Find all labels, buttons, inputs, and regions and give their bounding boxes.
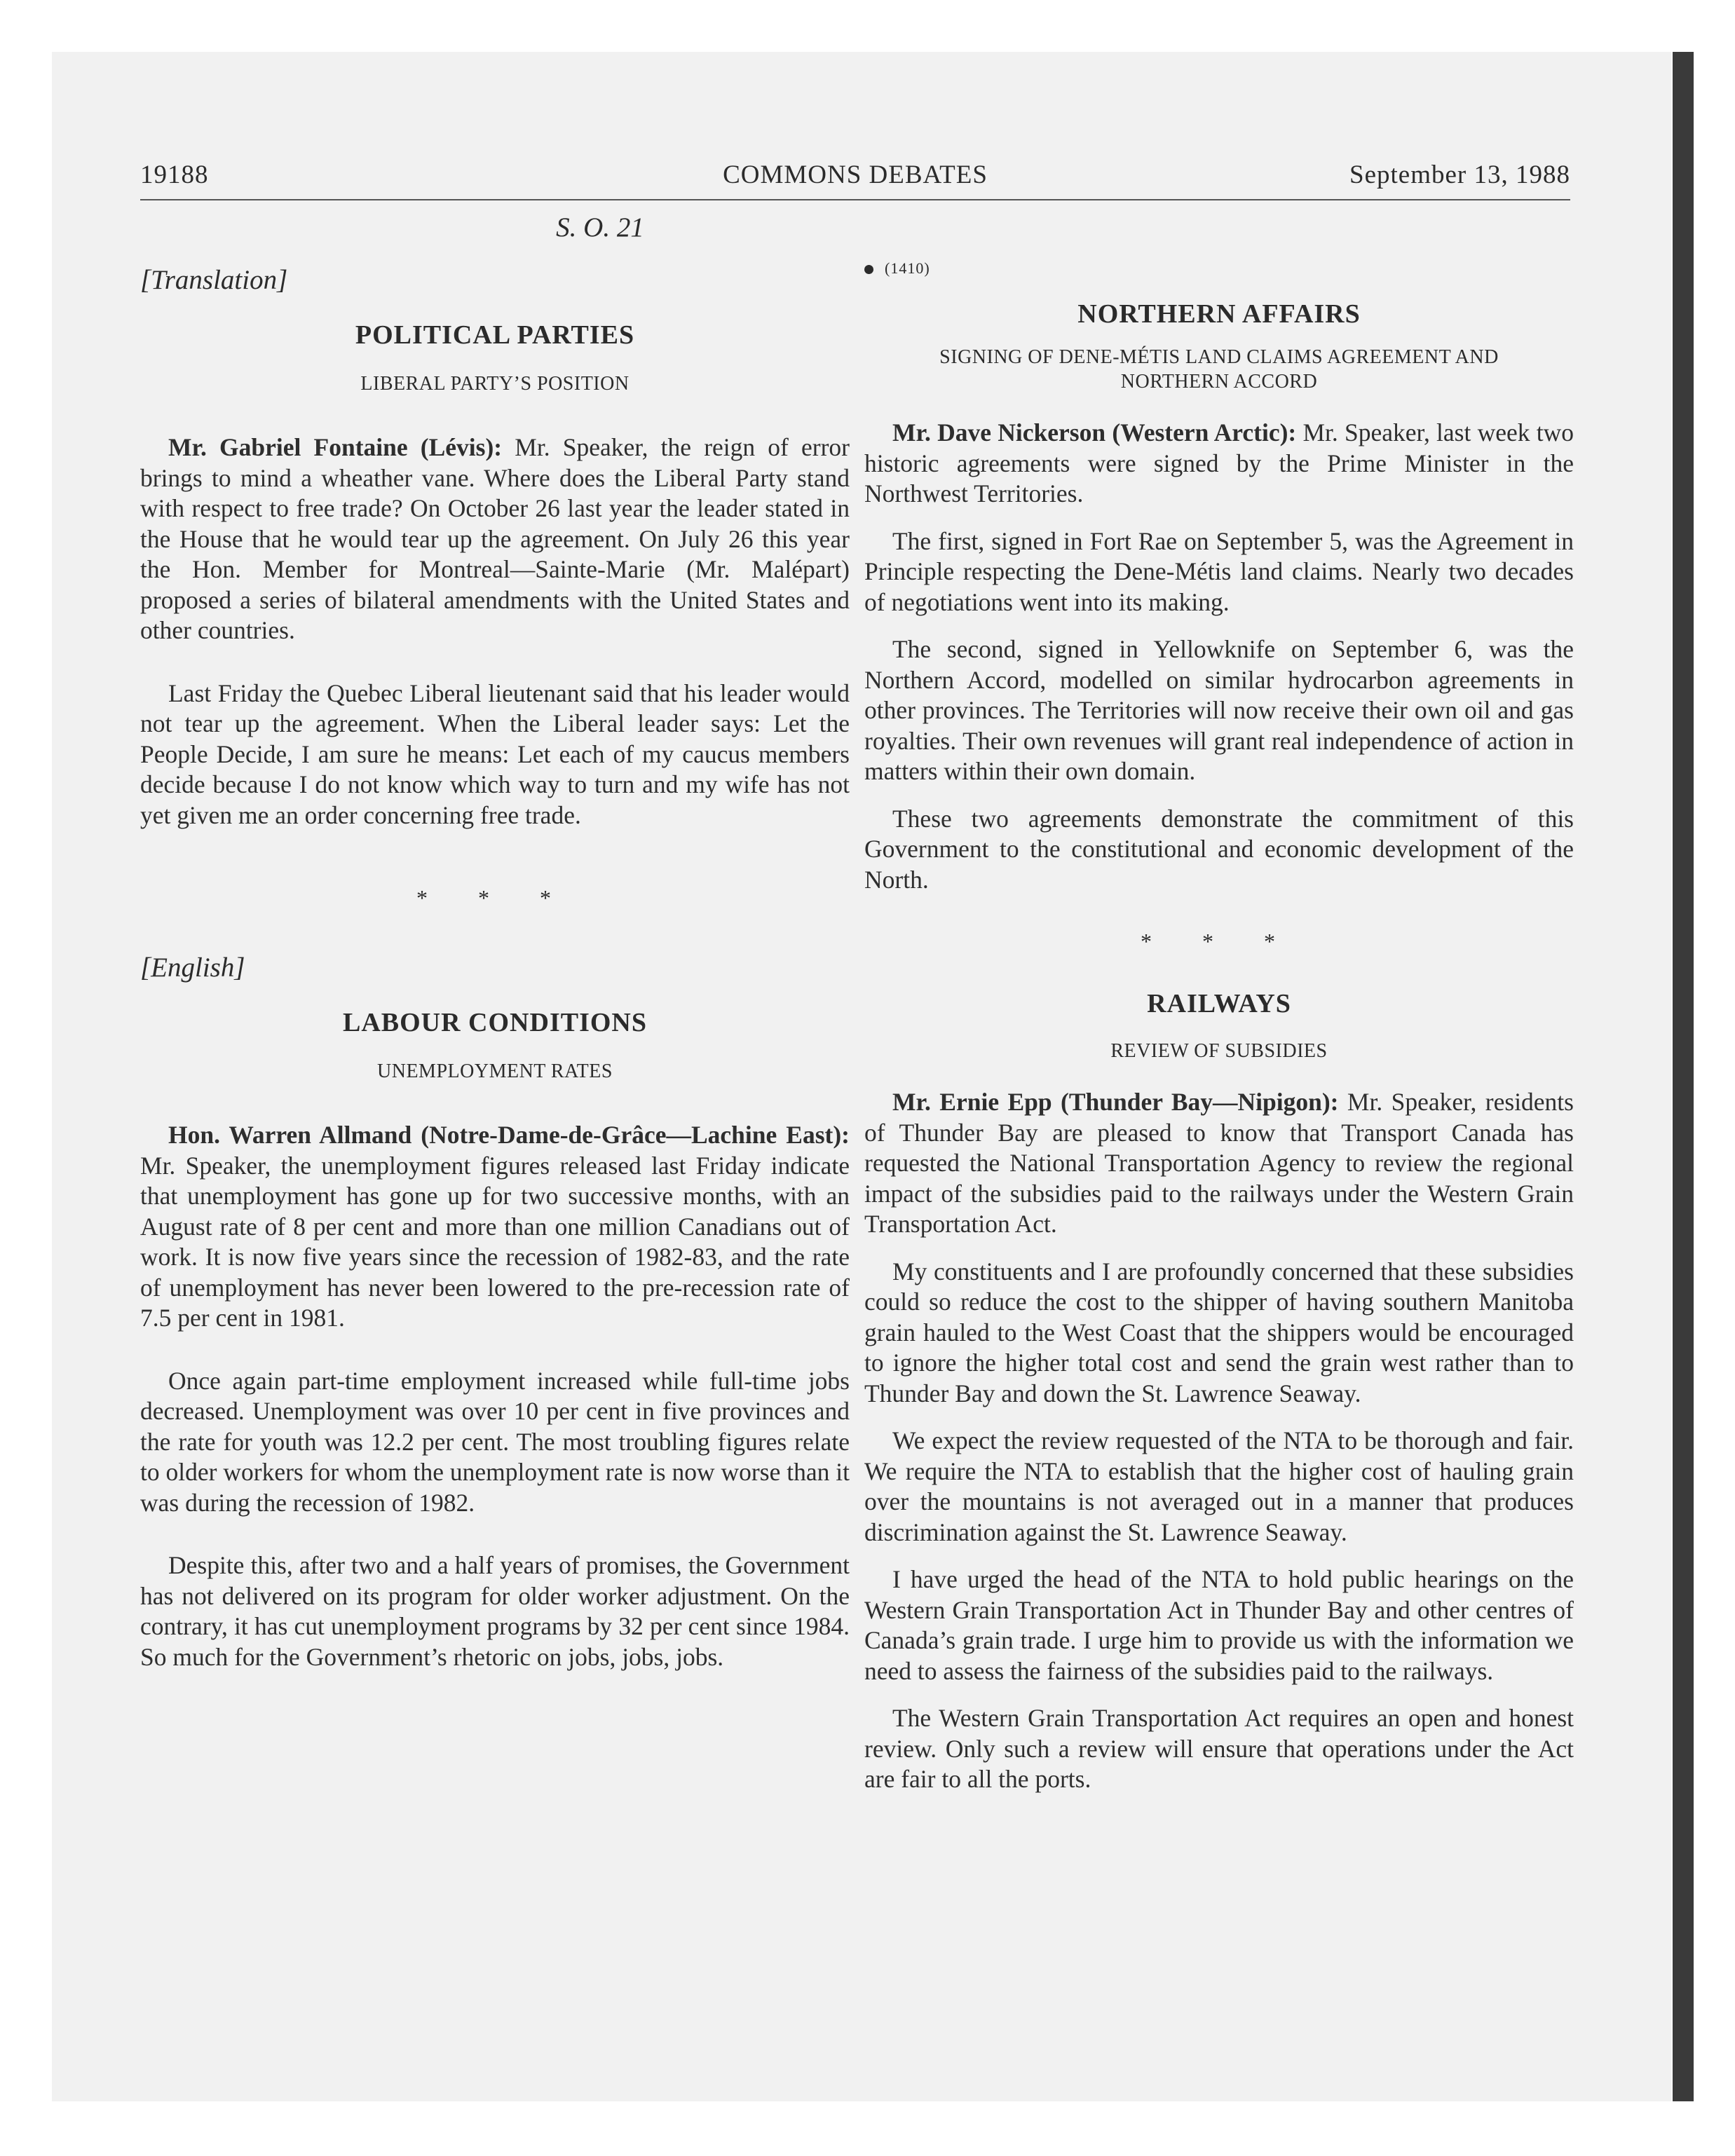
scan-edge-bar [1673,52,1694,2101]
section-subheading-unemployment-rates: UNEMPLOYMENT RATES [377,1060,613,1082]
paragraph: Last Friday the Quebec Liberal lieutenant said that his leader would not tear up the agreement. When the Liberal leader says: Let the People Decide, I am sure he means: Let each of my caucus members decide because I do not know which way to turn and my wife has not yet given me an order concerning free trade. [140,678,850,829]
time-marker: (1410) [864,259,1574,278]
bullet-dot-icon [864,265,873,274]
standing-order-label: S. O. 21 [556,212,644,243]
section-subheading-land-claims: SIGNING OF DENE-MÉTIS LAND CLAIMS AGREEMENT AND NORTHERN ACCORD [939,346,1499,393]
page-header [140,160,1570,200]
paragraph: Hon. Warren Allmand (Notre-Dame-de-Grâce—Lachine East): Mr. Speaker, the unemployment figures released last Friday indicate that unemployment has gone up for two successive months, with an August rate of 8 per cent and more than one million Canadians out of work. It is now five years since the recession of 1982-83, and the rate of unemployment has never been lowered to the pre-recession rate of 7.5 per cent in 1981. [140,1121,850,1332]
paragraph: The first, signed in Fort Rae on September 5, was the Agreement in Principle respecting the Dene-Métis land claims. Nearly two decades of negotiations went into its making. [864,526,1574,616]
section-subheading-review-subsidies: REVIEW OF SUBSIDIES [1110,1040,1328,1062]
section-separator: * * * [1141,929,1298,954]
section-heading-political-parties: POLITICAL PARTIES [355,320,635,350]
english-tag: [English] [140,953,245,983]
page-date: September 13, 1988 [1349,161,1570,189]
paragraph: Despite this, after two and a half years of promises, the Government has not delivered on its program for older worker adjustment. On the contrary, it has cut unemployment programs by 32 per cent since 1984. So much for the Government’s rhetoric on jobs, jobs, jobs. [140,1551,850,1671]
speaker-name: Mr. Gabriel Fontaine (Lévis): [168,433,503,461]
section-heading-northern-affairs: NORTHERN AFFAIRS [1077,299,1361,329]
page-number: 19188 [140,161,209,189]
paragraph: I have urged the head of the NTA to hold public hearings on the Western Grain Transportation Act in Thunder Bay and other centres of Canada’s grain trade. I urge him to provide us with the information we need to assess the fairness of the subsidies paid to the railways. [864,1565,1574,1685]
paragraph: My constituents and I are profoundly concerned that these subsidies could so reduce the cost to the shipper of having southern Manitoba grain hauled to the West Coast that the shippers would be encouraged to ignore the higher total cost and send the grain west rather than to Thunder Bay and down the St. Lawrence Seaway. [864,1257,1574,1407]
speaker-name: Mr. Dave Nickerson (Western Arctic): [892,418,1297,446]
left-column [140,203,850,1672]
speaker-name: Hon. Warren Allmand (Notre-Dame-de-Grâce—Lachine East): [168,1121,850,1149]
paragraph: Mr. Dave Nickerson (Western Arctic): Mr. Speaker, last week two historic agreements were signed by the Prime Minister in the Northwest Territories. [864,418,1574,507]
section-heading-railways: RAILWAYS [1147,989,1291,1018]
paragraph: Mr. Gabriel Fontaine (Lévis): Mr. Speaker, the reign of error brings to mind a wheather vane. Where does the Liberal Party stand with respect to free trade? On October 26 last year the leader stated in the House that he would tear up the agreement. On July 26 this year the Hon. Member for Montreal—Sainte-Marie (Mr. Malépart) proposed a series of bilateral amendments with the United States and other countries. [140,433,850,644]
paragraph: The Western Grain Transportation Act requires an open and honest review. Only such a review will ensure that operations under the Act are fair to all the ports. [864,1704,1574,1793]
publication-title: COMMONS DEBATES [723,161,988,189]
paragraph: The second, signed in Yellowknife on September 6, was the Northern Accord, modelled on similar hydrocarbon agreements in other provinces. The Territories will now receive their own oil and gas royalties. Their own revenues will grant real independence of action in matters within their own domain. [864,635,1574,785]
section-heading-labour-conditions: LABOUR CONDITIONS [342,1008,648,1037]
paragraph: We expect the review requested of the NTA to be thorough and fair. We require the NTA to establish that the higher cost of hauling grain over the mountains is not averaged out in a manner that produces discrimination against the St. Lawrence Seaway. [864,1426,1574,1546]
paragraph: These two agreements demonstrate the commitment of this Government to the constitutional and economic development of the North. [864,804,1574,894]
right-column [864,203,1574,1795]
section-separator: * * * [416,885,573,910]
section-subheading-liberal-position: LIBERAL PARTY’S POSITION [360,373,630,395]
paragraph: Mr. Ernie Epp (Thunder Bay—Nipigon): Mr. Speaker, residents of Thunder Bay are pleased to know that Transport Canada has requested the National Transportation Agency to review the regional impact of the subsidies paid to the railways under the Western Grain Transportation Act. [864,1088,1574,1238]
paragraph: Once again part-time employment increased while full-time jobs decreased. Unemployment was over 10 per cent in five provinces and the rate for youth was 12.2 per cent. The most troubling figures relate to older workers for whom the unemployment rate is now worse than it was during the recession of 1982. [140,1366,850,1517]
speaker-name: Mr. Ernie Epp (Thunder Bay—Nipigon): [892,1088,1339,1116]
translation-tag: [Translation] [140,265,288,295]
